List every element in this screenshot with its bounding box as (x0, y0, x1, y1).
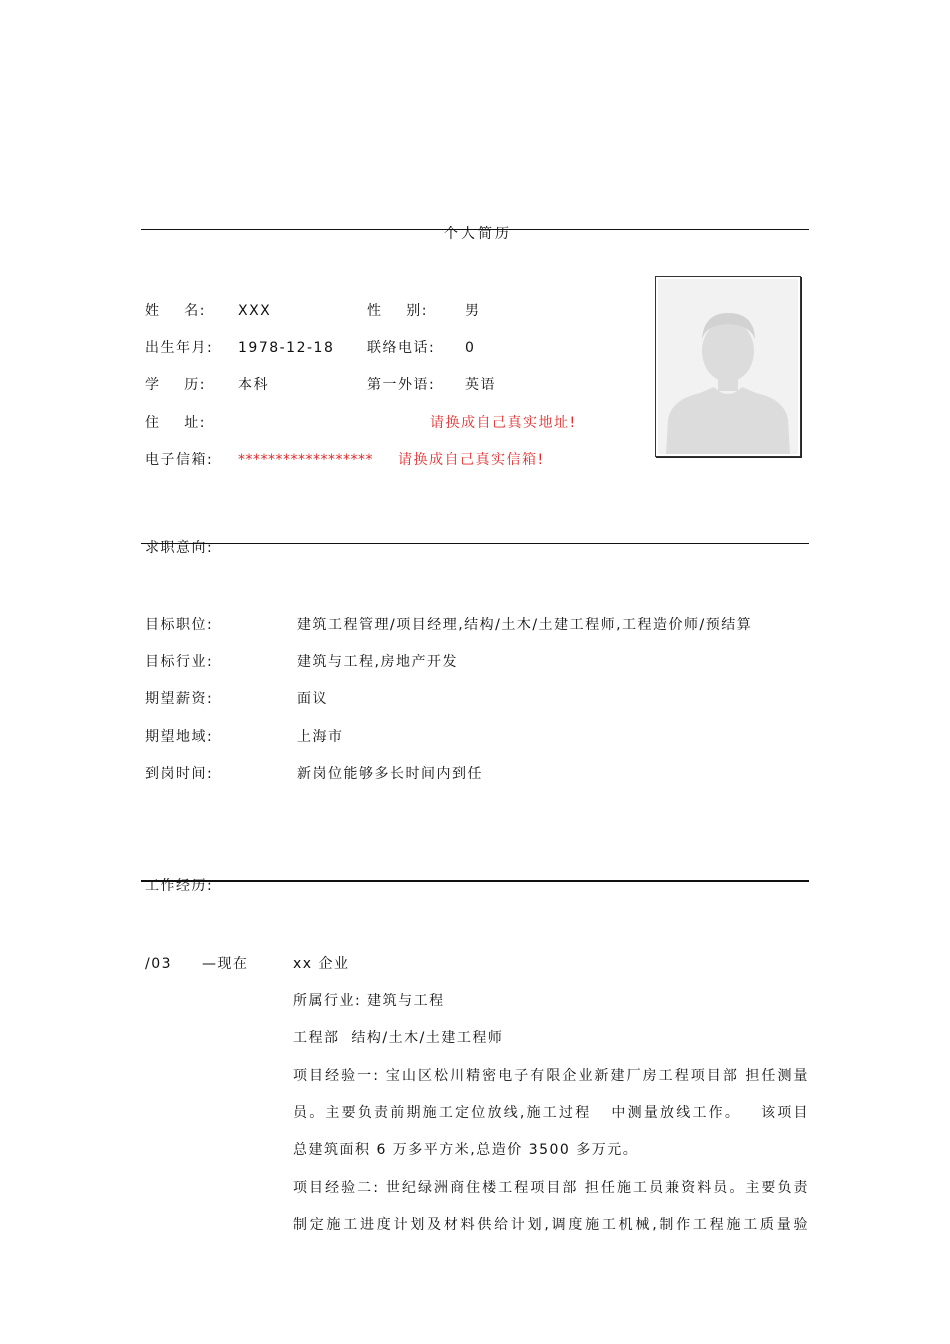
profile-photo (655, 276, 801, 457)
name-label: 姓 名: (145, 303, 207, 319)
work-rule (141, 880, 809, 882)
project-experience-2 (293, 1170, 809, 1244)
gender-label: 性 别: (367, 303, 429, 319)
language-label: 第一外语: (367, 377, 436, 393)
expected-salary-value: 面议 (297, 691, 328, 707)
project-experience-1 (293, 1058, 809, 1169)
name-value: XXX (238, 303, 272, 319)
work-industry: 所属行业: 建筑与工程 (293, 993, 445, 1009)
language-value: 英语 (465, 377, 496, 393)
target-position-label: 目标职位: (145, 617, 214, 633)
work-period-end: —现在 (202, 956, 249, 972)
address-label: 住 址: (145, 415, 207, 431)
expected-region-value: 上海市 (297, 729, 344, 745)
work-heading: 工作经历: (145, 878, 214, 894)
target-industry-value: 建筑与工程,房地产开发 (297, 654, 458, 670)
start-time-label: 到岗时间: (145, 766, 214, 782)
intent-rule (141, 543, 809, 544)
project2-line: 项目经验二: 世纪绿洲商住楼工程项目部 担任施工员兼资料员。主要负责 (293, 1180, 809, 1196)
education-label: 学 历: (145, 377, 207, 393)
work-company: xx 企业 (293, 956, 350, 972)
project1-line: 项目经验一: 宝山区松川精密电子有限企业新建厂房工程项目部 担任测量 (293, 1068, 809, 1084)
project2-line: 制定施工进度计划及材料供给计划,调度施工机械,制作工程施工质量验 (293, 1217, 809, 1233)
person-silhouette-icon (658, 279, 798, 454)
intent-heading: 求职意向: (145, 540, 214, 556)
page-title: 个人简历 (444, 226, 512, 242)
email-value: ****************** (238, 452, 373, 468)
email-note: 请换成自己真实信箱! (398, 452, 545, 468)
start-time-value: 新岗位能够多长时间内到任 (297, 766, 483, 782)
email-label: 电子信箱: (145, 452, 214, 468)
project1-line: 员。主要负责前期施工定位放线,施工过程 中测量放线工作。 该项目 (293, 1105, 809, 1121)
phone-value: 0 (465, 340, 476, 356)
work-period-start: /03 (145, 956, 173, 972)
target-industry-label: 目标行业: (145, 654, 214, 670)
expected-region-label: 期望地域: (145, 729, 214, 745)
target-position-value: 建筑工程管理/项目经理,结构/土木/土建工程师,工程造价师/预结算 (297, 617, 753, 633)
work-dept-role: 工程部 结构/土木/土建工程师 (293, 1030, 504, 1046)
gender-value: 男 (465, 303, 481, 319)
birth-value: 1978-12-18 (238, 340, 335, 356)
project1-line: 总建筑面积 6 万多平方米,总造价 3500 多万元。 (293, 1142, 639, 1158)
phone-label: 联络电话: (367, 340, 436, 356)
education-value: 本科 (238, 377, 269, 393)
birth-label: 出生年月: (145, 340, 214, 356)
expected-salary-label: 期望薪资: (145, 691, 214, 707)
address-note: 请换成自己真实地址! (430, 415, 577, 431)
